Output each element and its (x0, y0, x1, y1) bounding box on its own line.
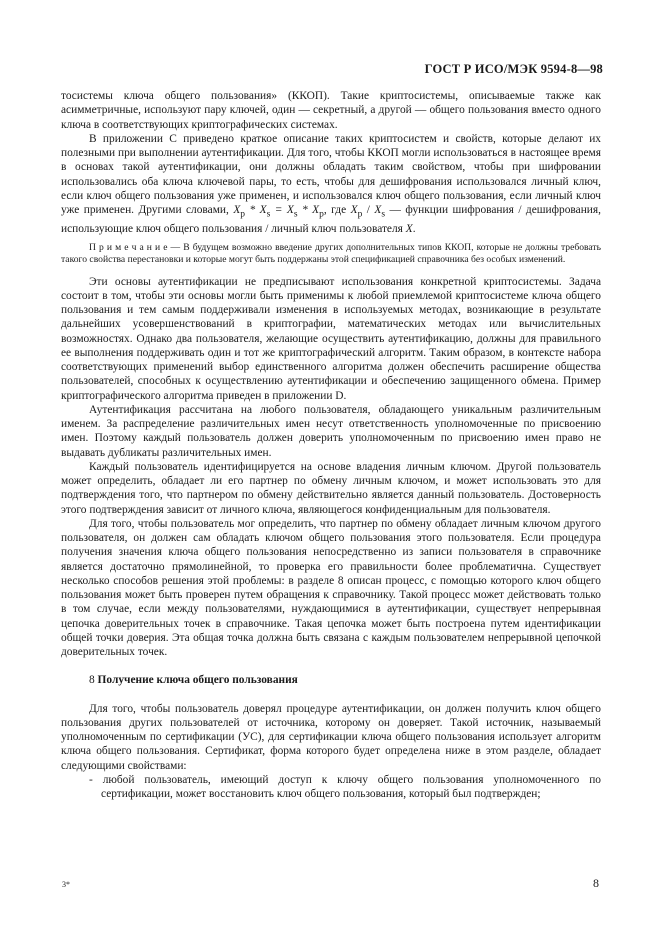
note (61, 242, 601, 267)
page-number: 8 (593, 876, 599, 890)
section-number: 8 (89, 674, 98, 687)
paragraph: Для того, чтобы пользователь мог определить, что партнер по обмену обладает личным ключом другого пользователя, он должен сам обладать ключом общего пользования этого пользователя. Если процедура получения значения ключа общего пользования непосредственно из записи пользователя в справочнике является достаточно прямолинейной, то проверка его правильности более проблематична. Существует несколько способов решения этой проблемы: в разделе 8 описан процесс, с помощью которого ключ общего пользования может быть проверен путем обращения к справочнику. Такой процесс может действовать только в том случае, если между пользователями, нуждающимися в аутентификации, существует непрерывная цепочка доверительных точек в справочнике. Такая цепочка может быть построена путем идентификации общей точки доверия. Эта общая точка должна быть связана с каждым пользователем непрерывной цепочкой доверительных точек. (61, 517, 601, 659)
section-title: Получение ключа общего пользования (97, 674, 298, 687)
note-label: П р и м е ч а н и е (89, 241, 168, 253)
paragraph-text: В приложении С приведено краткое описание таких криптосистем и свойств, которые делают их полезными при выполнении аутентификации. Для того, чтобы ККОП могли использоваться в настоящее время в основах такой аутентификации, они должны обладать таким свойством, чтобы при шифровании использовались оба ключа ключевой пары, то есть, чтобы для дешифрования использовался личный ключ, если ключ общего пользования уже применен, и использовался ключ общего пользования, если личный ключ уже применен. Другими словами, (61, 132, 601, 216)
paragraph: Для того, чтобы пользователь доверял процедуре аутентификации, он должен получить ключ общего пользования других пользователей от источника, которому он доверяет. Такой источник, называемый уполномоченным по сертификации (УС), для сертификации ключа общего пользования использует алгоритм ключа общего пользования. Сертификат, форма которого будет определена ниже в этом разделе, обладает следующими свойствами: (61, 702, 601, 772)
page-header: ГОСТ Р ИСО/МЭК 9594-8—98 (424, 62, 603, 76)
paragraph: В приложении С приведено краткое описание таких криптосистем и свойств, которые делают их полезными при выполнении аутентификации. Для того, чтобы ККОП могли использоваться в настоящее время в основах такой аутентификации, они должны обладать таким свойством, чтобы при шифровании использовались оба ключа ключевой пары, то есть, чтобы для дешифрования использовался личный ключ, если ключ общего пользования уже применен, и использовался ключ общего пользования, если личный ключ уже применен. Другими словами, $X_p * X_s = X_s * X_p$, где $X_p / X_s$ — функции шифрования / дешифрования, использующие ключ общего пользования / личный ключ пользователя X. (61, 132, 601, 235)
document-body (61, 89, 601, 801)
list-item: - любой пользователь, имеющий доступ к ключу общего пользования уполномоченного по сертификации, может восстановить ключ общего пользования, который был подтвержден; (89, 773, 601, 801)
paragraph: тосистемы ключа общего пользования» (ККОП). Такие криптосистемы, описываемые также как асимметричные, используют пару ключей, один — секретный, а другой — общего пользования вместо одного ключа в соответствующих криптографических системах. (61, 90, 601, 131)
property-list (61, 773, 601, 802)
note-text: — В будущем возможно введение других дополнительных типов ККОП, которые не должны требовать такого свойства перестановки и которые могут быть поддержаны этой спецификацией справочника без особых изменений. (61, 241, 601, 266)
paragraph: Аутентификация рассчитана на любого пользователя, обладающего уникальным различительным именем. За распределение различительных имен несут ответственность уполномоченные по присвоению имен. Поэтому каждый пользователь должен доверить уполномоченным по присвоению имен право не выдавать дубликаты различительных имен. (61, 403, 601, 459)
footer-signature-mark: 3* (62, 880, 70, 889)
paragraph: Эти основы аутентификации не предписывают использования конкретной криптосистемы. Задача состоит в том, чтобы эти основы могли быть применимы к любой приемлемой криптосистеме ключа общего пользования и тем самым поддерживали изменения в используемых методах, возникающие в результате дальнейших усовершенствований в криптографии, математических методах или вычислительных возможностях. Однако два пользователя, желающие осуществить аутентификацию, должны для правильного ее выполнения поддерживать один и тот же криптографический алгоритм. Таким образом, в контексте набора соответствующих применений выбор единственного алгоритма должен обеспечить расширение общества пользователей, способных к осуществлению аутентификации и обеспечению защищенного обмена. Пример криптографического алгоритма приведен в приложении D. (61, 275, 601, 402)
section-heading (61, 673, 601, 687)
paragraph: Каждый пользователь идентифицируется на основе владения личным ключом. Другой пользователь может определить, обладает ли его партнер по обмену личным ключом, и может использовать это для подтверждения того, что партнером по обмену действительно является данный пользователь. Достоверность этого подтверждения зависит от личного ключа, являющегося конфиденциальным для пользователя. (61, 460, 601, 516)
